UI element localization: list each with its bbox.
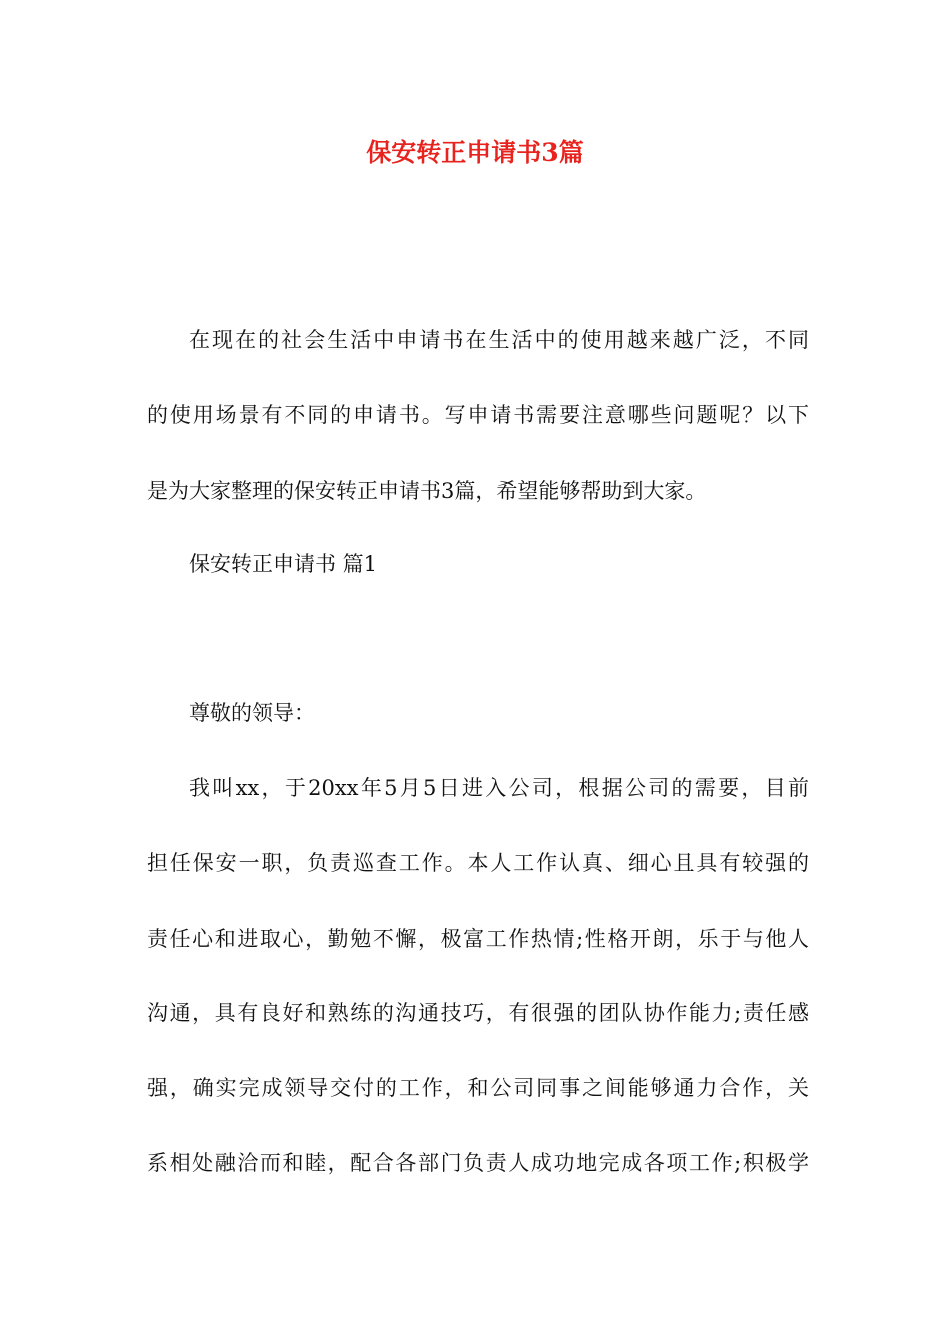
document-title: 保安转正申请书3篇 xyxy=(366,138,584,167)
body-line: 强，确实完成领导交付的工作，和公司同事之间能够通力合作，关 xyxy=(147,1076,809,1100)
section-heading: 保安转正申请书 篇1 xyxy=(189,552,378,576)
intro-line: 的使用场景有不同的申请书。写申请书需要注意哪些问题呢？以下 xyxy=(147,403,809,427)
body-line: 我叫xx，于20xx年5月5日进入公司，根据公司的需要，目前 xyxy=(189,776,809,800)
intro-line: 在现在的社会生活中申请书在生活中的使用越来越广泛，不同 xyxy=(189,328,809,352)
intro-line: 是为大家整理的保安转正申请书3篇，希望能够帮助到大家。 xyxy=(147,479,707,503)
body-line: 系相处融洽而和睦，配合各部门负责人成功地完成各项工作;积极学 xyxy=(147,1151,809,1175)
body-line: 沟通，具有良好和熟练的沟通技巧，有很强的团队协作能力;责任感 xyxy=(147,1001,809,1025)
body-line: 担任保安一职，负责巡查工作。本人工作认真、细心且具有较强的 xyxy=(147,851,809,875)
salutation: 尊敬的领导： xyxy=(189,701,315,725)
body-line: 责任心和进取心，勤勉不懈，极富工作热情;性格开朗，乐于与他人 xyxy=(147,927,809,951)
